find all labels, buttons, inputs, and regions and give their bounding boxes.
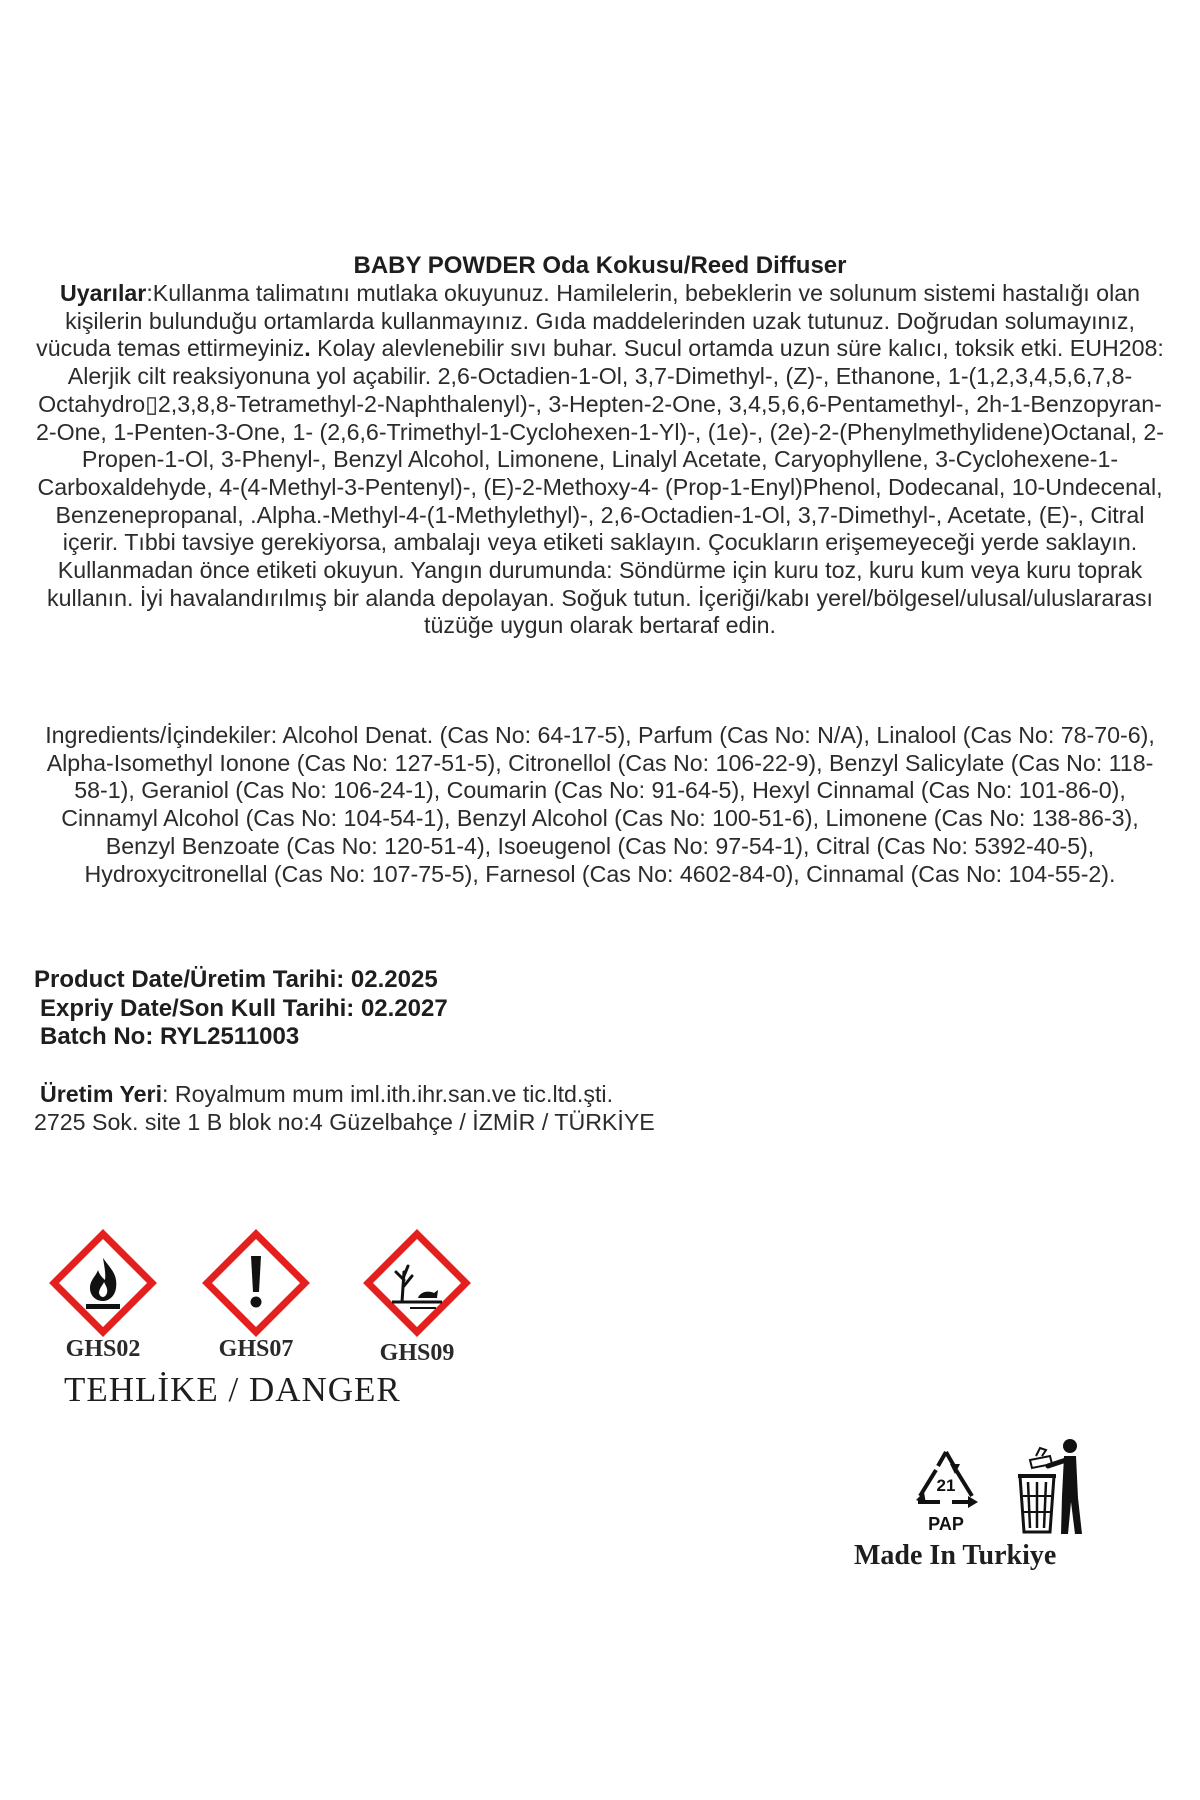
batch-number: Batch No: RYL2511003 [40, 1023, 300, 1050]
origin-heading: Üretim Yeri [40, 1081, 163, 1107]
warnings-text-2: Kolay alevlenebilir sıvı buhar. Sucul ortamda uzun süre kalıcı, toksik etki. EUH208: Alerjik cilt reaksiyonuna yol açabilir. 2,6-Octadien-1-Ol, 3,7-Dimethyl-, (Z)-, Ethanone, 1-(1,2,3,4,5,6,7,8-Octahydro▯2,3,8,8-Tetramethyl-2-Naphthalenyl)-, 3-Hepten-2-One, 3,4,5,6,6-Pentamethyl-, 2h-1-Benzopyran-2-One, 1-Penten-3-One, 1- (2,6,6-Trimethyl-1-Cyclohexen-1-Yl)-, (1e)-, (2e)-2-(Phenylmethylidene)Octanal, 2-Propen-1-Ol, 3-Phenyl-, Benzyl Alcohol, Limonene, Linalyl Acetate, Caryophyllene, 3-Cyclohexene-1-Carboxaldehyde, 4-(4-Methyl-3-Pentenyl)-, (E)-2-Methoxy-4- (Prop-1-Enyl)Phenol, Dodecanal, 10-Undecenal, Benzenepropanal, .Alpha.-Methyl-4-(1-Methylethyl)-, 2,6-Octadien-1-Ol, 3,7-Dimethyl-, Acetate, (E)-, Citral içerir. Tıbbi tavsiye gerekiyorsa, ambalajı veya etiketi saklayın. Çocukların erişemeyeceği yerde saklayın. Kullanmadan önce etiketi okuyun. Yangın durumunda: Söndürme için kuru toz, kuru kum veya kuru toprak kullanın. İyi havalandırılmış bir alanda depolayan. Soğuk tutun. İçeriği/kabı yerel/bölgesel/ulusal/uluslararası tüzüğe uygun olarak bertaraf edin. [35, 335, 1164, 639]
warnings-heading: Uyarılar [59, 280, 147, 306]
origin-line-1 [34, 1080, 655, 1108]
dates-block [34, 966, 448, 1052]
ghs09-code: GHS09 [379, 1340, 455, 1366]
pap-text: PAP [928, 1514, 964, 1534]
exclamation-icon [201, 1228, 311, 1338]
ghs02-code: GHS02 [65, 1336, 141, 1362]
ghs07-code: GHS07 [218, 1336, 294, 1362]
origin-block [34, 1080, 655, 1136]
origin-company: : Royalmum mum iml.ith.ihr.san.ve tic.ltd.şti. [162, 1081, 614, 1107]
ghs09-pictogram [362, 1228, 472, 1368]
trash-bin-person-icon [1014, 1436, 1094, 1542]
warnings-dot: . [304, 335, 311, 362]
ghs02-pictogram [48, 1228, 158, 1368]
pap-number: 21 [936, 1476, 956, 1495]
made-in-label: Made In Turkiye [854, 1540, 1057, 1571]
environment-icon [362, 1228, 472, 1338]
danger-signal-word: TEHLİKE / DANGER [64, 1370, 401, 1409]
pap-recycle-icon [906, 1444, 986, 1544]
warnings-paragraph [34, 280, 1166, 640]
ghs07-pictogram [201, 1228, 311, 1368]
product-title: BABY POWDER Oda Kokusu/Reed Diffuser [353, 252, 847, 279]
flame-icon [48, 1228, 158, 1338]
origin-address: 2725 Sok. site 1 B blok no:4 Güzelbahçe / İZMİR / TÜRKİYE [34, 1109, 655, 1135]
product-date: Product Date/Üretim Tarihi: 02.2025 [34, 966, 438, 993]
ingredients-paragraph: Ingredients/İçindekiler: Alcohol Denat. (Cas No: 64-17-5), Parfum (Cas No: N/A), Linalool (Cas No: 78-70-6), Alpha-Isomethyl Ionone (Cas No: 127-51-5), Citronellol (Cas No: 106-22-9), Benzyl Salicylate (Cas No: 118-58-1), Geraniol (Cas No: 106-24-1), Coumarin (Cas No: 91-64-5), Hexyl Cinnamal (Cas No: 101-86-0), Cinnamyl Alcohol (Cas No: 104-54-1), Benzyl Alcohol (Cas No: 100-51-6), Limonene (Cas No: 138-86-3), Benzyl Benzoate (Cas No: 120-51-4), Isoeugenol (Cas No: 97-54-1), Citral (Cas No: 5392-40-5), Hydroxycitronellal (Cas No: 107-75-5), Farnesol (Cas No: 4602-84-0), Cinnamal (Cas No: 104-55-2). [45, 722, 1155, 887]
expiry-date: Expriy Date/Son Kull Tarihi: 02.2027 [40, 994, 448, 1022]
warnings-text: :Kullanma talimatını mutlaka okuyunuz. Hamilelerin, bebeklerin ve solunum sistemi hastalığı olan kişilerin bulunduğu ortamlarda kullanmayınız. Gıda maddelerinden uzak tutunuz. Doğrudan solumayınız, vücuda temas ettirmeyiniz [36, 280, 1141, 362]
